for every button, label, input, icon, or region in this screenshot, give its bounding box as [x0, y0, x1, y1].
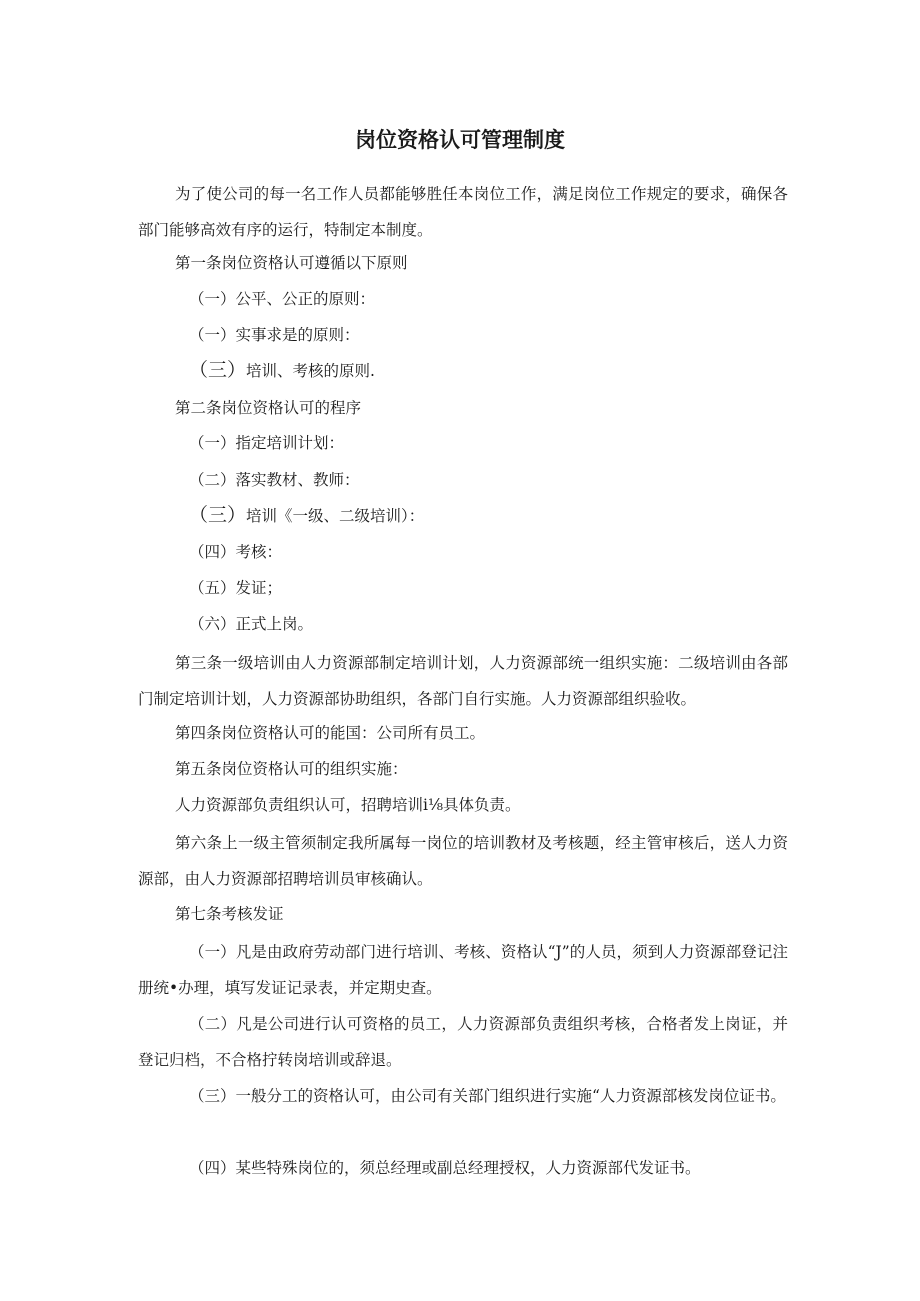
item-number: （二）: [189, 471, 236, 489]
item-text: 落实教材、教师：: [235, 471, 360, 489]
article-7-item-4: （四）某些特殊岗位的，须总经理或副总经理授权，人力资源部代发证书。: [189, 1159, 701, 1177]
article-6-paragraph: 第六条上一级主管须制定我所属每一岗位的培训教材及考核题，经主管审核后，送人力资源部，由人力资源部招聘培训员审核确认。: [138, 834, 788, 888]
article-7-item-2: （二）凡是公司进行认可资格的员工，人力资源部负责组织考核，合格者发上岗证，并登记归档，不合格拧转岗培训或辞退。: [138, 1015, 788, 1069]
article-2-heading: 第二条岗位资格认可的程序: [175, 399, 362, 417]
item-text: 正式上岗。: [235, 615, 314, 633]
article-1-item-2: [189, 324, 360, 346]
article-7-item-1: （一）凡是由政府劳动部门进行培训、考核、资格认“J”的人员，须到人力资源部登记注册统•办理，填写发证记录表，并定期史查。: [138, 943, 788, 997]
item-number: （三）: [189, 504, 247, 526]
article-2-item-4: [189, 541, 282, 563]
article-1-item-1: [189, 288, 375, 310]
item-number: （六）: [189, 615, 236, 633]
item-number: （一）: [189, 326, 236, 344]
article-2-item-5: [189, 577, 282, 599]
item-text: 实事求是的原则：: [235, 326, 360, 344]
item-number: （三）: [189, 359, 247, 381]
article-7-heading: 第七条考核发证: [175, 905, 284, 923]
item-number: （五）: [189, 579, 236, 597]
article-2-item-2: [189, 469, 360, 491]
item-number: （一）: [189, 434, 236, 452]
article-1-item-3: [189, 359, 375, 382]
article-2-item-3: [189, 504, 424, 527]
article-3-paragraph: 第三条一级培训由人力资源部制定培训计划，人力资源部统一组织实施：二级培训由各部门制定培训计划，人力资源部协助组织，各部门自行实施。人力资源部组织验收。: [138, 654, 788, 708]
item-text: 培训、考核的原则.: [246, 362, 375, 380]
intro-paragraph: 为了使公司的每一名工作人员都能够胜任本岗位工作，满足岗位工作规定的要求，确保各部门能够高效有序的运行，特制定本制度。: [138, 185, 788, 239]
article-7-item-3: （三）一般分工的资格认可，由公司有关部门组织进行实施“人力资源部核发岗位证书。: [189, 1087, 786, 1105]
document-title: 岗位资格认可管理制度: [355, 128, 565, 152]
item-text: 公平、公正的原则：: [235, 290, 376, 308]
article-4-paragraph: 第四条岗位资格认可的能国：公司所有员工。: [175, 724, 486, 742]
article-5-heading: 第五条岗位资格认可的组织实施：: [175, 760, 408, 778]
item-text: 培训《一级、二级培训）：: [246, 507, 425, 525]
item-number: （四）: [189, 543, 236, 561]
item-text: 考核：: [235, 543, 283, 561]
article-5-body: 人力资源部负责组织认可，招聘培训i⅛具体负责。: [175, 796, 521, 814]
item-number: （一）: [189, 290, 236, 308]
item-text: 指定培训计划：: [235, 434, 345, 452]
item-text: 发证；: [235, 579, 283, 597]
article-2-item-1: [189, 432, 344, 454]
article-1-heading: 第一条岗位资格认可遵循以下原则: [175, 254, 408, 272]
article-2-item-6: [189, 613, 313, 635]
